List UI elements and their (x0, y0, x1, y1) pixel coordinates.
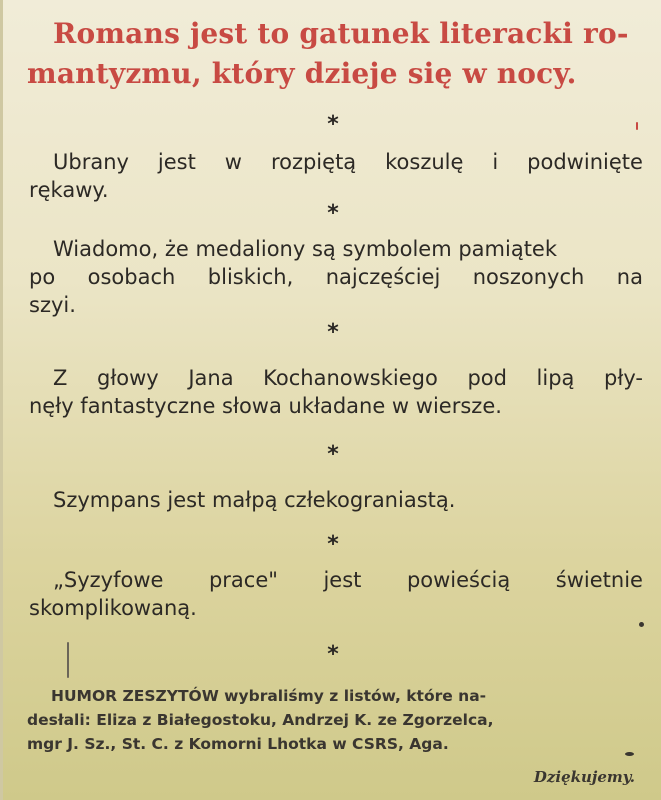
print-speck (67, 642, 69, 678)
word: podwinięte (527, 150, 643, 174)
paragraph-line: szyi. (29, 293, 76, 317)
separator-star: * (327, 320, 339, 345)
separator-star: * (327, 201, 339, 226)
word: po (29, 265, 56, 289)
word: Jana (188, 366, 234, 390)
word: osobach (87, 265, 176, 289)
paragraph-line: skomplikowaną. (29, 596, 197, 620)
word: świetnie (555, 568, 643, 592)
headline (27, 14, 647, 94)
headline-line-1: Romans jest to gatunek literacki ro- (53, 17, 629, 50)
paragraph-line: Szympans jest małpą człekograniastą. (53, 488, 456, 512)
paragraph-line: rękawy. (29, 178, 109, 202)
credits-line-2: desłali: Eliza z Białegostoku, Andrzej K. ze Zgorzelca, (27, 711, 494, 729)
word: koszulę (385, 150, 464, 174)
separator-star: * (327, 442, 339, 467)
paragraph-5 (29, 566, 643, 622)
word: najczęściej (325, 265, 441, 289)
word: Z (53, 366, 68, 390)
print-speck (639, 622, 644, 627)
paragraph-line (29, 148, 643, 176)
paragraph-line (29, 364, 643, 392)
paragraph-4 (29, 486, 643, 514)
word: prace" (208, 568, 278, 592)
word: „Syzyfowe (53, 568, 164, 592)
word: na (616, 265, 643, 289)
word: noszonych (472, 265, 585, 289)
paragraph-line: Wiadomo, że medaliony są symbolem pamiątek (53, 237, 558, 261)
word: Ubrany (53, 150, 129, 174)
headline-line-2: mantyzmu, który dzieje się w nocy. (27, 57, 577, 90)
word: w (224, 150, 242, 174)
word: lipą (536, 366, 575, 390)
print-speck (636, 122, 638, 130)
word: pły- (604, 366, 643, 390)
paragraph-line: nęły fantastyczne słowa układane w wiersze. (29, 394, 502, 418)
paragraph-2 (29, 235, 643, 319)
word: pod (467, 366, 507, 390)
word: jest (157, 150, 196, 174)
credits-line-3: mgr J. Sz., St. C. z Komorni Lhotka w CSRS, Aga. (27, 735, 449, 753)
word: bliskich, (207, 265, 294, 289)
separator-star: * (327, 112, 339, 137)
separator-star: * (327, 642, 339, 667)
word: i (492, 150, 499, 174)
print-speck (625, 752, 634, 756)
word: głowy (96, 366, 159, 390)
thanks-signoff: Dziękujemy. (533, 768, 635, 786)
separator-star: * (327, 532, 339, 557)
paragraph-line (29, 566, 643, 594)
paragraph-line (29, 263, 643, 291)
word: rozpiętą (270, 150, 357, 174)
paragraph-1 (29, 148, 643, 204)
credits-footer (27, 684, 642, 756)
word: jest (323, 568, 362, 592)
paragraph-3 (29, 364, 643, 420)
word: Kochanowskiego (263, 366, 438, 390)
word: powieścią (406, 568, 511, 592)
credits-line-1: HUMOR ZESZYTÓW wybraliśmy z listów, które na- (51, 687, 487, 705)
